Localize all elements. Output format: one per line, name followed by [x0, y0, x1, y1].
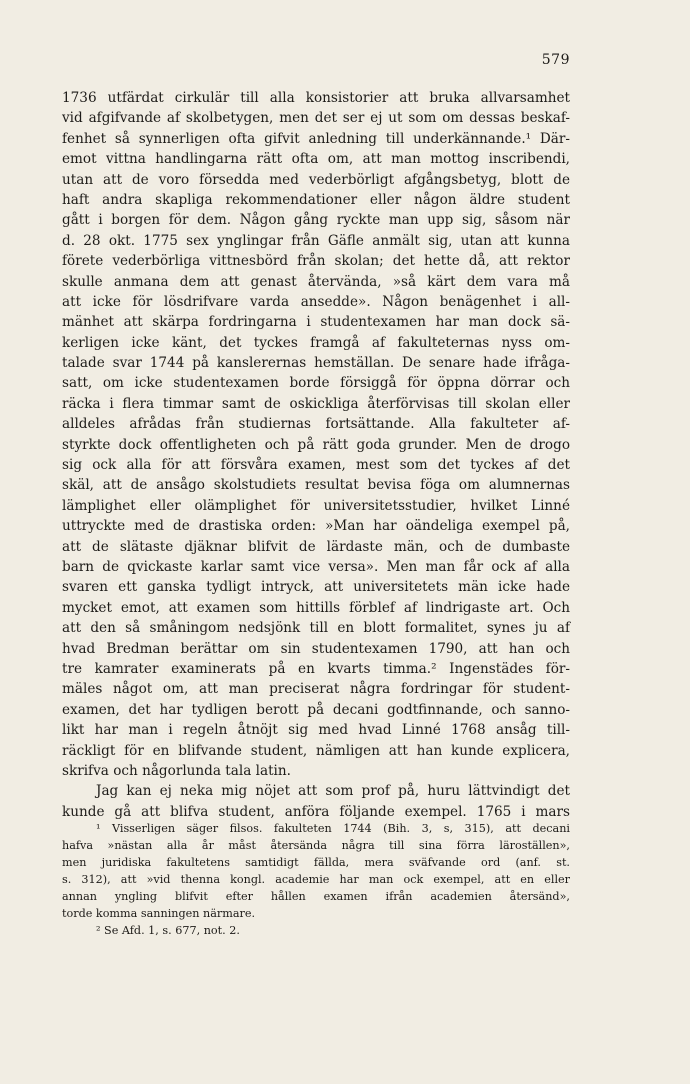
- text-line: fenhet så synnerligen ofta gifvit anledning till underkännande.¹ Där-: [62, 130, 570, 147]
- text-line: kerligen icke känt, det tyckes framgå af fakulteternas nyss om-: [62, 334, 570, 351]
- text-line: skulle anmana dem att genast återvända, »så kärt dem vara må: [62, 273, 570, 290]
- text-line: haft andra skapliga rekommendationer eller någon äldre student: [62, 191, 570, 208]
- text-line: examen, det har tydligen berott på decani godtfinnande, och sanno-: [62, 701, 570, 718]
- text-line: barn de qvickaste karlar samt vice versa». Men man får ock af alla: [62, 558, 570, 575]
- text-line: mänhet att skärpa fordringarna i studentexamen har man dock sä-: [62, 314, 570, 331]
- footnote-line: men juridiska fakultetens samtidigt fällda, mera sväfvande ord (anf. st.: [62, 856, 570, 869]
- body-text: [62, 88, 570, 822]
- text-line: mäles något om, att man preciserat några fordringar för student-: [62, 681, 570, 698]
- text-line: gått i borgen för dem. Någon gång ryckte man upp sig, såsom när: [62, 212, 570, 229]
- footnote-line: s. 312), att »vid thenna kongl. academie har man ock exempel, att en eller: [62, 873, 570, 886]
- text-line: räckligt för en blifvande student, nämligen att han kunde explicera,: [62, 742, 570, 759]
- page-number: 579: [541, 52, 570, 68]
- text-line: skrifva och någorlunda tala latin.: [62, 762, 291, 779]
- footnote-line: ² Se Afd. 1, s. 677, not. 2.: [96, 924, 240, 937]
- text-line: att icke för lösdrifvare varda ansedde». Någon benägenhet i all-: [62, 293, 570, 310]
- text-line: satt, om icke studentexamen borde försiggå för öppna dörrar och: [62, 375, 570, 392]
- text-line: styrkte dock offentligheten och på rätt goda grunder. Men de drogo: [62, 436, 570, 453]
- text-line: 1736 utfärdat cirkulär till alla konsistorier att bruka allvarsamhet: [62, 90, 570, 106]
- text-line: lämplighet eller olämplighet för universitetsstudier, hvilket Linné: [62, 497, 570, 514]
- text-line: att den så småningom nedsjönk till en blott formalitet, synes ju af: [62, 620, 570, 637]
- text-line: räcka i flera timmar samt de oskickliga återförvisas till skolan eller: [62, 395, 570, 412]
- text-line: alldeles afrådas från studiernas fortsättande. Alla fakulteter af-: [62, 416, 570, 433]
- text-line: emot vittna handlingarna rätt ofta om, att man mottog inscribendi,: [62, 151, 570, 168]
- text-line: utan att de voro försedda med vederbörligt afgångsbetyg, blott de: [62, 171, 570, 188]
- text-line: mycket emot, att examen som hittills förblef af lindrigaste art. Och: [62, 599, 570, 616]
- footnote-line: ¹ Visserligen säger filsos. fakulteten 1744 (Bih. 3, s, 315), att decani: [96, 822, 570, 835]
- text-line: vid afgifvande af skolbetygen, men det ser ej ut som om dessas beskaf-: [62, 110, 570, 127]
- text-line: skäl, att de ansågo skolstudiets resultat bevisa föga om alumnernas: [62, 477, 570, 494]
- footnotes: [62, 820, 570, 939]
- footnote-line: torde komma sanningen närmare.: [62, 907, 256, 920]
- footnote-line: annan yngling blifvit efter hållen examen ifrån academien återsänd»,: [62, 890, 570, 903]
- footnote-line: hafva »nästan alla år måst återsända några till sina förra läroställen»,: [62, 839, 570, 852]
- text-line: hvad Bredman berättar om sin studentexamen 1790, att han och: [62, 640, 570, 657]
- text-line: talade svar 1744 på kanslerernas hemställan. De senare hade ifråga-: [62, 355, 570, 372]
- text-line: svaren ett ganska tydligt intryck, att universitetets män icke hade: [62, 579, 570, 596]
- text-line: sig ock alla för att försvåra examen, mest som det tyckes af det: [62, 457, 570, 474]
- text-line: kunde gå att blifva student, anföra följande exempel. 1765 i mars: [62, 803, 570, 820]
- text-line: likt har man i regeln åtnöjt sig med hvad Linné 1768 ansåg till-: [62, 722, 570, 739]
- text-line: d. 28 okt. 1775 sex ynglingar från Gäfle anmält sig, utan att kunna: [62, 232, 570, 249]
- text-line: tre kamrater examinerats på en kvarts timma.² Ingenstädes för-: [62, 660, 570, 677]
- text-line: förete vederbörliga vittnesbörd från skolan; det hette då, att rektor: [62, 253, 570, 270]
- text-line: att de slätaste djäknar blifvit de lärdaste män, och de dumbaste: [62, 538, 570, 555]
- text-line: Jag kan ej neka mig nöjet att som prof på, huru lättvindigt det: [96, 783, 570, 800]
- text-line: uttryckte med de drastiska orden: »Man har oändeliga exempel på,: [62, 518, 570, 535]
